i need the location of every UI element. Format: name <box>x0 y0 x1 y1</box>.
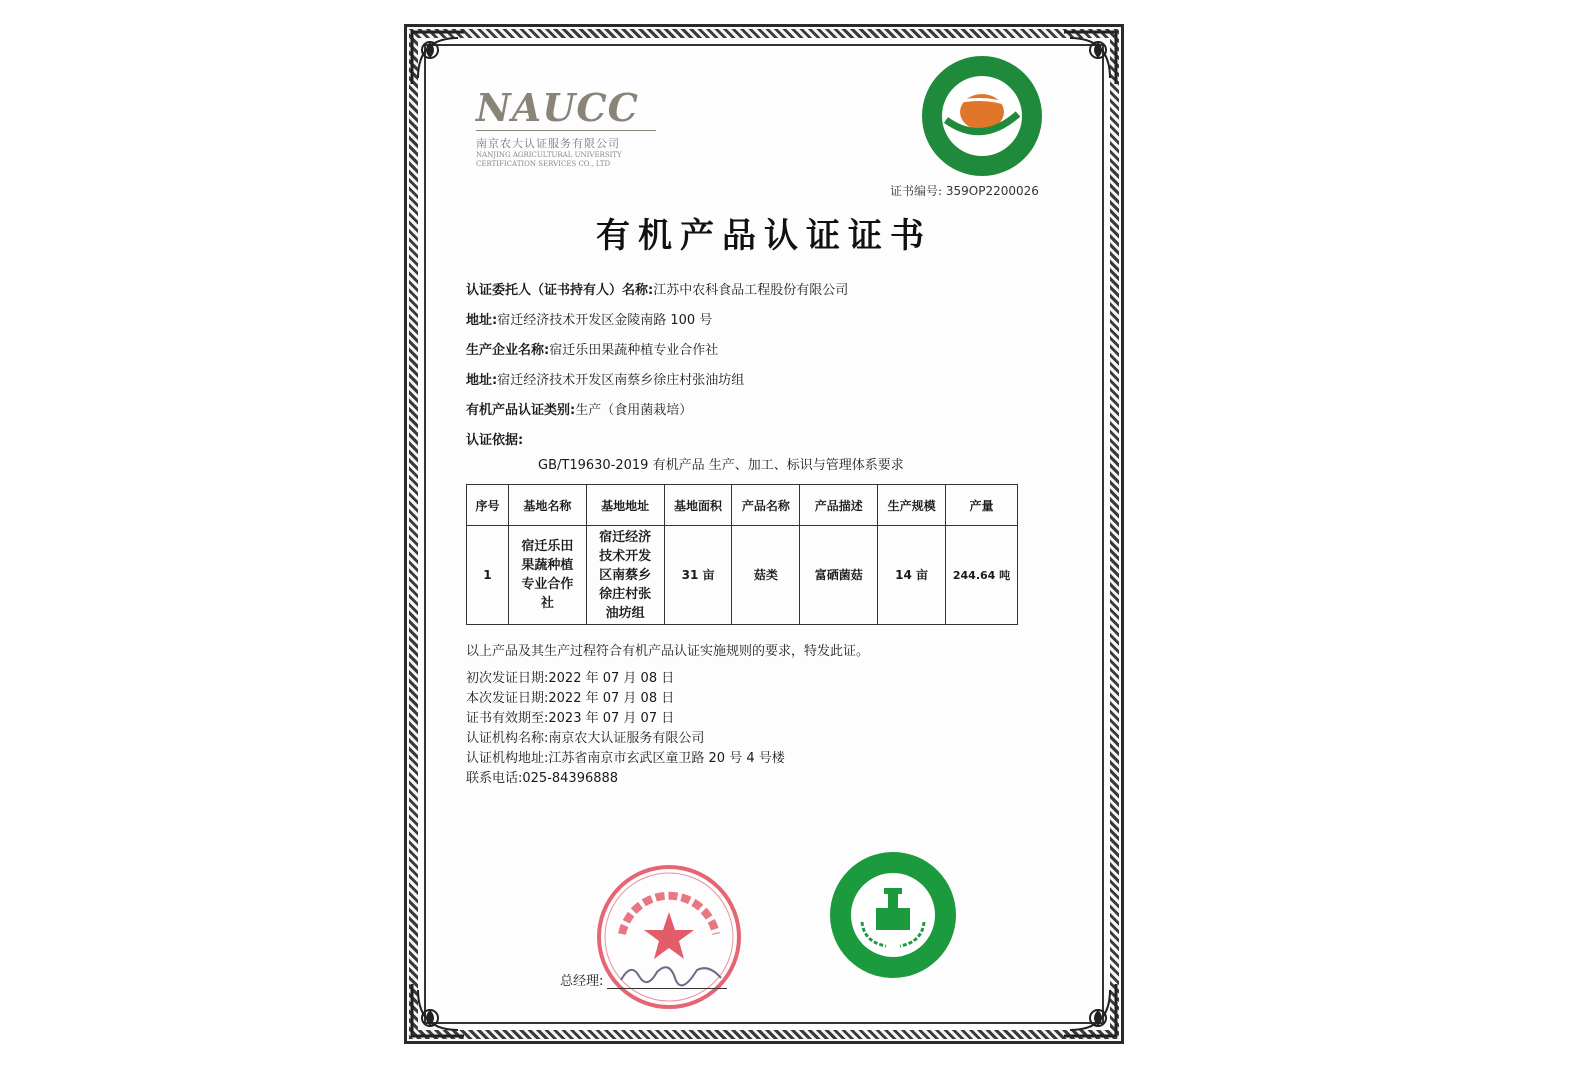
table-header-cell: 产量 <box>946 485 1018 526</box>
logo-company-cn: 南京农大认证服务有限公司 <box>476 137 620 150</box>
table-cell: 244.64 吨 <box>946 526 1018 625</box>
table-cell: 菇类 <box>732 526 800 625</box>
certificate-number-label: 证书编号: <box>890 184 943 198</box>
table-cell: 宿迁经济技术开发区南蔡乡徐庄村张油坊组 <box>586 526 664 625</box>
certificate <box>404 24 1124 1044</box>
certificate-fields <box>466 276 1066 456</box>
certifier-phone <box>466 769 785 789</box>
table-cell: 31 亩 <box>664 526 732 625</box>
field-key: 地址: <box>466 373 498 388</box>
field-category <box>466 396 1066 426</box>
logo-company-en-1: NANJING AGRICULTURAL UNIVERSITY <box>476 151 622 159</box>
table-cell: 1 <box>467 526 509 625</box>
field-value: 宿迁乐田果蔬种植专业合作社 <box>549 343 719 358</box>
field-applicant-address <box>466 306 1066 336</box>
table-header-cell: 基地面积 <box>664 485 732 526</box>
table-header-cell: 基地地址 <box>586 485 664 526</box>
date-value: 江苏省南京市玄武区童卫路 20 号 4 号楼 <box>548 751 785 766</box>
field-value: 江苏中农科食品工程股份有限公司 <box>653 283 849 298</box>
field-producer-address <box>466 366 1066 396</box>
date-value: 025-84396888 <box>522 771 619 786</box>
date-value: 2022 年 07 月 08 日 <box>548 691 675 706</box>
corner-ornament-icon <box>1060 28 1120 88</box>
china-organic-product-seal-icon <box>920 54 1044 178</box>
certificate-title: 有机产品认证证书 <box>596 216 932 256</box>
naucc-logo <box>476 85 656 169</box>
date-first-issue <box>466 669 785 689</box>
certifier-address <box>466 749 785 769</box>
basis-standard: GB/T19630-2019 有机产品 生产、加工、标识与管理体系要求 <box>538 458 904 473</box>
date-value: 南京农大认证服务有限公司 <box>548 731 705 746</box>
corner-ornament-icon <box>408 980 468 1040</box>
table-cell: 14 亩 <box>878 526 946 625</box>
date-valid-until <box>466 709 785 729</box>
signature-area <box>560 970 727 989</box>
date-value: 2023 年 07 月 07 日 <box>548 711 675 726</box>
field-value: 宿迁经济技术开发区金陵南路 100 号 <box>497 313 713 328</box>
production-base-table <box>466 484 1018 625</box>
signature-line <box>607 972 727 989</box>
field-value: 宿迁经济技术开发区南蔡乡徐庄村张油坊组 <box>497 373 745 388</box>
certificate-number-value: 359OP2200026 <box>945 184 1039 198</box>
field-key: 地址: <box>466 313 498 328</box>
date-current-issue <box>466 689 785 709</box>
date-key: 初次发证日期: <box>466 671 549 686</box>
company-red-seal-icon <box>594 862 744 1012</box>
field-producer <box>466 336 1066 366</box>
field-key: 有机产品认证类别: <box>466 403 576 418</box>
field-value: 生产（食用菌栽培） <box>575 403 693 418</box>
table-header-cell: 基地名称 <box>508 485 586 526</box>
table-row <box>467 526 1018 625</box>
corner-ornament-icon <box>1060 980 1120 1040</box>
date-key: 本次发证日期: <box>466 691 549 706</box>
certifier-name <box>466 729 785 749</box>
corner-ornament-icon <box>408 28 468 88</box>
date-key: 证书有效期至: <box>466 711 549 726</box>
table-header-row <box>467 485 1018 526</box>
date-key: 联系电话: <box>466 771 523 786</box>
certificate-number <box>890 182 1039 199</box>
table-header-cell: 产品描述 <box>800 485 878 526</box>
date-value: 2022 年 07 月 08 日 <box>548 671 675 686</box>
handwritten-signature-icon <box>617 958 727 988</box>
field-key: 认证委托人（证书持有人）名称: <box>466 283 654 298</box>
field-applicant <box>466 276 1066 306</box>
table-cell: 宿迁乐田果蔬种植专业合作社 <box>508 526 586 625</box>
table-header-cell: 产品名称 <box>732 485 800 526</box>
field-key: 生产企业名称: <box>466 343 550 358</box>
table-cell: 富硒菌菇 <box>800 526 878 625</box>
field-key: 认证依据: <box>466 433 524 448</box>
certificate-conclusion: 以上产品及其生产过程符合有机产品认证实施规则的要求，特发此证。 <box>466 644 870 659</box>
logo-company-en-2: CERTIFICATION SERVICES CO., LTD <box>476 160 611 168</box>
table-header-cell: 序号 <box>467 485 509 526</box>
logo-wordmark: NAUCC <box>476 88 656 131</box>
date-key: 认证机构名称: <box>466 731 549 746</box>
field-basis <box>466 426 1066 456</box>
date-key: 认证机构地址: <box>466 751 549 766</box>
naucc-green-seal-icon <box>828 850 958 980</box>
table-header-cell: 生产规模 <box>878 485 946 526</box>
certificate-dates <box>466 669 785 789</box>
signature-label: 总经理: <box>560 974 604 989</box>
